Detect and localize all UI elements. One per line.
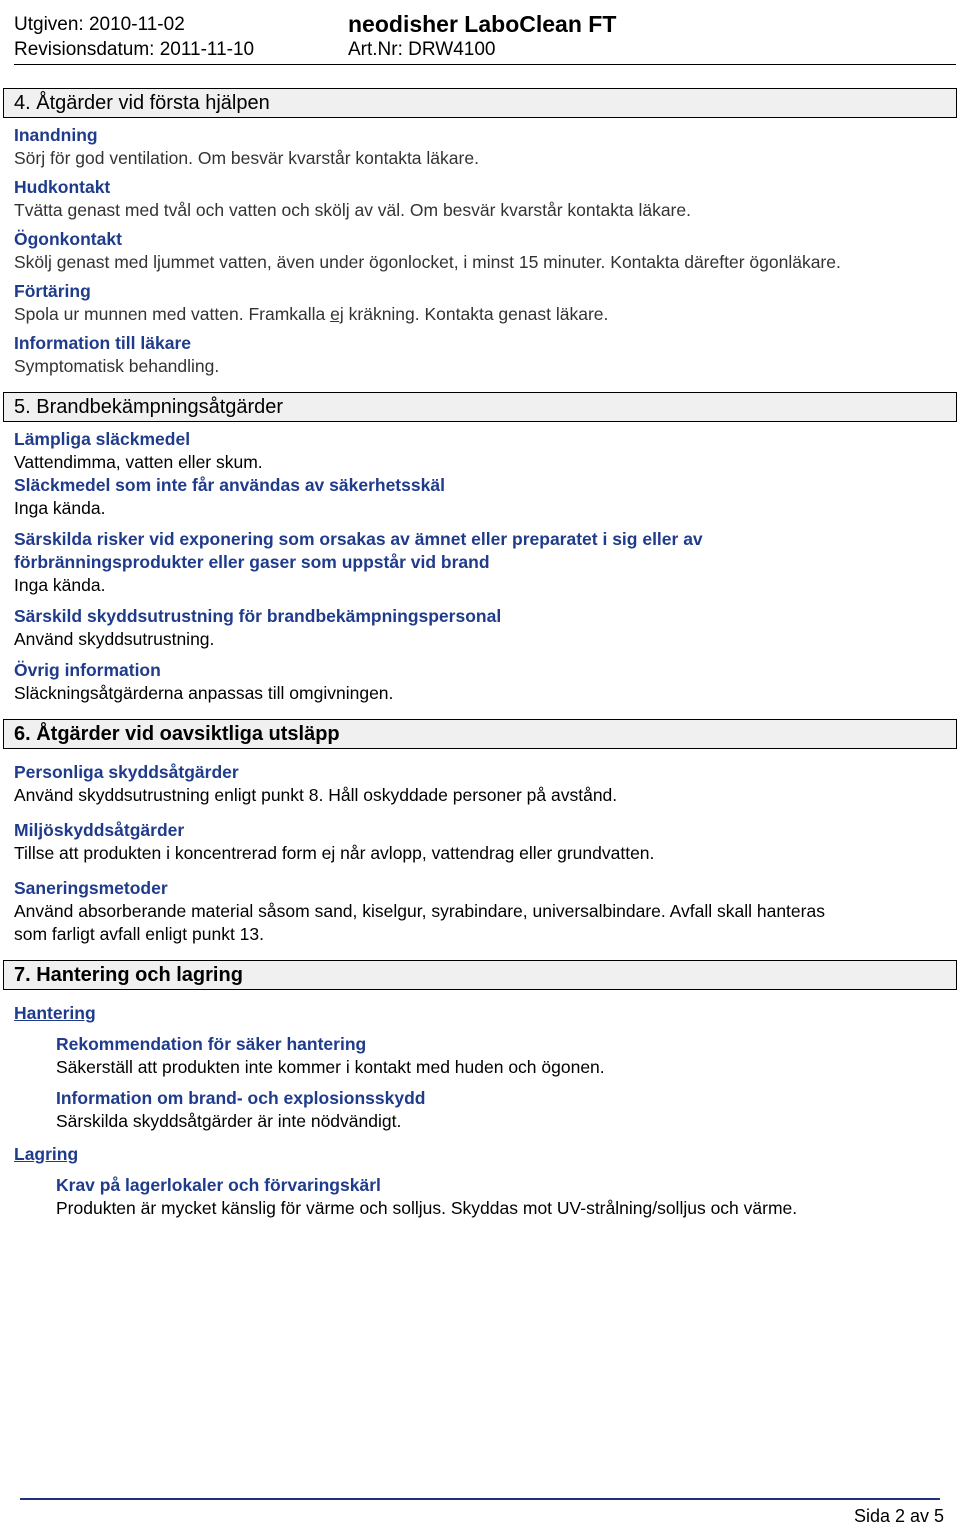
info-lakare-label: Information till läkare [14, 333, 191, 353]
lampliga-label: Lämpliga släckmedel [14, 429, 191, 449]
inandning-label: Inandning [14, 125, 98, 145]
skyddsutrustning-text: Använd skyddsutrustning. [14, 629, 215, 649]
header-dates [14, 12, 344, 62]
ovrig-info-text: Släckningsåtgärderna anpassas till omgivningen. [14, 683, 394, 703]
issued-date: Utgiven: 2010-11-02 [14, 14, 185, 35]
ogonkontakt-label: Ögonkontakt [14, 229, 122, 249]
page-number: Sida 2 av 5 [853, 1506, 944, 1526]
skyddsutrustning-label: Särskild skyddsutrustning för brandbekämpningspersonal [14, 606, 502, 626]
brandskydd-label: Information om brand- och explosionsskydd [56, 1088, 426, 1108]
section-6-body [14, 755, 944, 946]
section-7-heading: 7. Hantering och lagring [3, 960, 957, 990]
brandskydd-text: Särskilda skyddsåtgärder är inte nödvändigt. [56, 1111, 402, 1131]
hantering-block [56, 1033, 944, 1133]
fortaring-label: Förtäring [14, 281, 91, 301]
hudkontakt-label: Hudkontakt [14, 177, 111, 197]
slackmedel-label: Släckmedel som inte får användas av säkerhetsskäl [14, 475, 445, 495]
section-5-body [14, 428, 944, 705]
section-6-heading: 6. Åtgärder vid oavsiktliga utsläpp [3, 719, 957, 749]
rekommendation-text: Säkerställ att produkten inte kommer i kontakt med huden och ögonen. [56, 1057, 605, 1077]
revision-date: Revisionsdatum: 2011-11-10 [14, 39, 255, 60]
ogonkontakt-text: Skölj genast med ljummet vatten, även under ögonlocket, i minst 15 minuter. Kontakta därefter ögonläkare. [14, 252, 841, 272]
document-body [0, 88, 960, 1220]
sanering-label: Saneringsmetoder [14, 878, 168, 898]
miljo-label: Miljöskyddsåtgärder [14, 820, 185, 840]
lagring-label: Lagring [14, 1144, 79, 1164]
sanering-text-1: Använd absorberande material såsom sand, kiselgur, syrabindare, universalbindare. Avfall skall hanteras [14, 901, 825, 921]
krav-label: Krav på lagerlokaler och förvaringskärl [56, 1175, 381, 1195]
hudkontakt-text: Tvätta genast med tvål och vatten och skölj av väl. Om besvär kvarstår kontakta läkare. [14, 200, 691, 220]
product-name: neodisher LaboClean FT [348, 11, 617, 37]
section-5-heading: 5. Brandbekämpningsåtgärder [3, 392, 957, 422]
ovrig-info-label: Övrig information [14, 660, 161, 680]
article-number: Art.Nr: DRW4100 [348, 39, 496, 60]
rekommendation-label: Rekommendation för säker hantering [56, 1034, 367, 1054]
hantering-label: Hantering [14, 1003, 96, 1023]
section-4-heading: 4. Åtgärder vid första hjälpen [3, 88, 957, 118]
sarskilda-risker-text: Inga kända. [14, 575, 106, 595]
inandning-text: Sörj för god ventilation. Om besvär kvarstår kontakta läkare. [14, 148, 479, 168]
header-divider [14, 64, 956, 65]
krav-text: Produkten är mycket känslig för värme och solljus. Skyddas mot UV-strålning/solljus och värme. [56, 1198, 798, 1218]
fortaring-text: Spola ur munnen med vatten. Framkalla ej kräkning. Kontakta genast läkare. [14, 304, 609, 324]
slackmedel-text: Inga kända. [14, 498, 106, 518]
sarskilda-risker-label-2: förbränningsprodukter eller gaser som uppstår vid brand [14, 552, 490, 572]
personliga-text: Använd skyddsutrustning enligt punkt 8. Håll oskyddade personer på avstånd. [14, 785, 618, 805]
section-4-body [14, 124, 944, 378]
info-lakare-text: Symptomatisk behandling. [14, 356, 220, 376]
lagring-block [56, 1174, 944, 1220]
section-7-body [14, 996, 944, 1220]
lampliga-text: Vattendimma, vatten eller skum. [14, 452, 263, 472]
miljo-text: Tillse att produkten i koncentrerad form ej når avlopp, vattendrag eller grundvatten. [14, 843, 655, 863]
sarskilda-risker-label-1: Särskilda risker vid exponering som orsakas av ämnet eller preparatet i sig eller av [14, 529, 703, 549]
sanering-text-2: som farligt avfall enligt punkt 13. [14, 924, 264, 944]
personliga-label: Personliga skyddsåtgärder [14, 762, 239, 782]
footer-divider [20, 1498, 940, 1500]
header-product [348, 12, 848, 62]
